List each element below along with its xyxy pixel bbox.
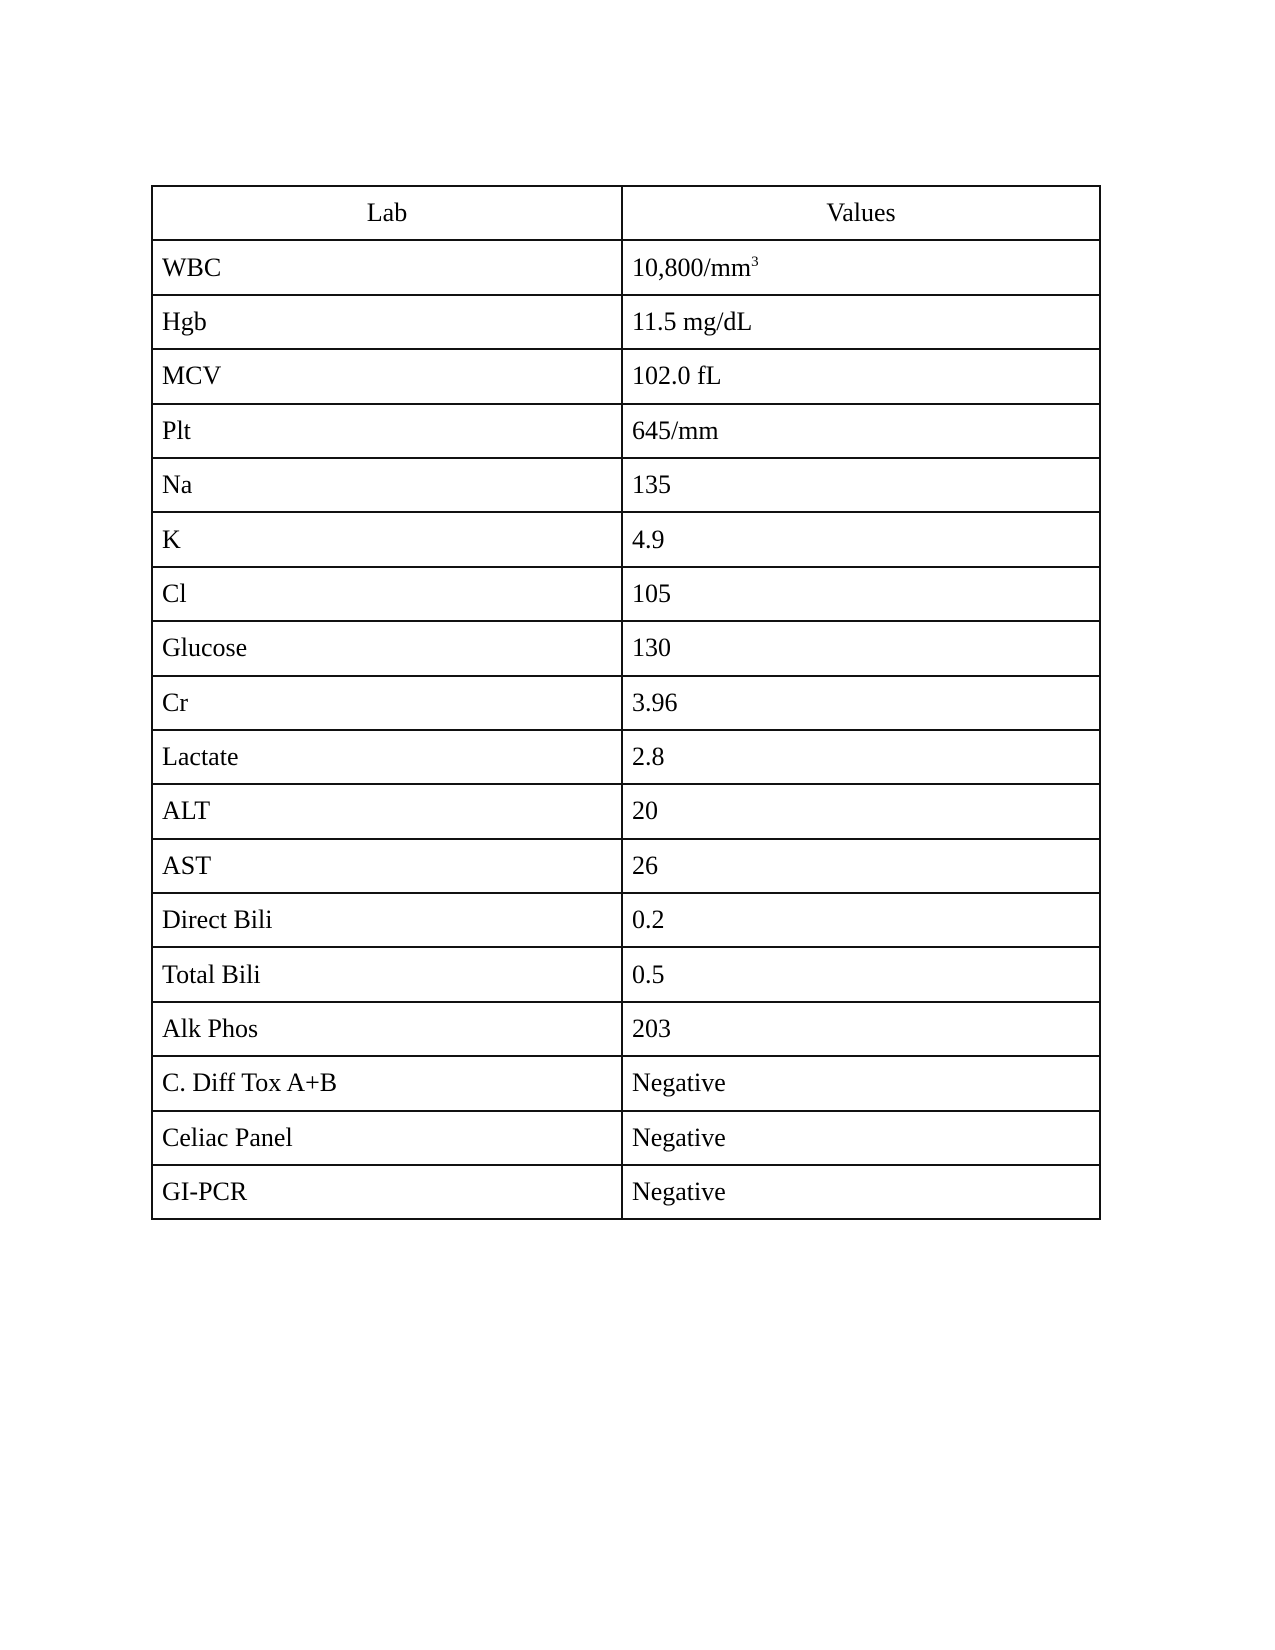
lab-value-text: 11.5 mg/dL <box>631 306 753 336</box>
lab-value-text: 0.5 <box>631 959 665 989</box>
lab-value-cell <box>622 1111 1100 1165</box>
table-row <box>152 240 1100 294</box>
lab-name-cell: Glucose <box>152 621 622 675</box>
column-header-lab: Lab <box>152 186 622 240</box>
table-row <box>152 893 1100 947</box>
lab-value-cell <box>622 784 1100 838</box>
lab-value-cell <box>622 240 1100 294</box>
lab-value-cell <box>622 349 1100 403</box>
table-row <box>152 1056 1100 1110</box>
lab-name-cell: MCV <box>152 349 622 403</box>
lab-value-text: Negative <box>631 1177 726 1207</box>
lab-value-text: 26 <box>631 850 658 880</box>
lab-value-text: 102.0 fL <box>631 361 722 391</box>
column-header-values: Values <box>622 186 1100 240</box>
lab-value-cell <box>622 567 1100 621</box>
lab-name-cell: Total Bili <box>152 947 622 1001</box>
lab-value-text: 10,800/mm <box>631 252 752 282</box>
lab-name-cell: Lactate <box>152 730 622 784</box>
lab-value-cell <box>622 1056 1100 1110</box>
table-row <box>152 567 1100 621</box>
lab-value-cell <box>622 1002 1100 1056</box>
lab-value-text: 20 <box>631 796 658 826</box>
superscript-exponent: 3 <box>751 253 759 270</box>
table-row <box>152 404 1100 458</box>
lab-name-cell: C. Diff Tox A+B <box>152 1056 622 1110</box>
lab-values-table <box>151 185 1101 1220</box>
table-row <box>152 458 1100 512</box>
lab-value-cell <box>622 1165 1100 1219</box>
lab-name-cell: Cr <box>152 676 622 730</box>
lab-name-cell: K <box>152 512 622 566</box>
lab-value-text: 203 <box>631 1014 671 1044</box>
table-row <box>152 512 1100 566</box>
table-row <box>152 1165 1100 1219</box>
lab-value-cell <box>622 676 1100 730</box>
lab-value-cell <box>622 839 1100 893</box>
lab-value-text: Negative <box>631 1068 726 1098</box>
lab-value-cell <box>622 458 1100 512</box>
lab-name-cell: WBC <box>152 240 622 294</box>
lab-value-cell <box>622 893 1100 947</box>
table-row <box>152 784 1100 838</box>
lab-name-cell: Cl <box>152 567 622 621</box>
lab-name-cell: Hgb <box>152 295 622 349</box>
table-row <box>152 349 1100 403</box>
table-row <box>152 839 1100 893</box>
table-row <box>152 676 1100 730</box>
lab-value-cell <box>622 295 1100 349</box>
lab-name-cell: Alk Phos <box>152 1002 622 1056</box>
lab-value-cell <box>622 947 1100 1001</box>
table-header-row <box>152 186 1100 240</box>
lab-name-cell: Plt <box>152 404 622 458</box>
lab-value-text: 0.2 <box>631 905 665 935</box>
lab-value-text: 645/mm <box>631 415 719 445</box>
lab-name-cell: ALT <box>152 784 622 838</box>
table-row <box>152 295 1100 349</box>
lab-name-cell: Na <box>152 458 622 512</box>
lab-value-cell <box>622 730 1100 784</box>
table-row <box>152 730 1100 784</box>
lab-name-cell: Direct Bili <box>152 893 622 947</box>
lab-value-text: Negative <box>631 1122 726 1152</box>
table-row <box>152 1111 1100 1165</box>
table-row <box>152 621 1100 675</box>
lab-value-text: 105 <box>631 578 671 608</box>
lab-value-cell <box>622 621 1100 675</box>
lab-value-text: 2.8 <box>631 742 665 772</box>
lab-value-text: 130 <box>631 633 671 663</box>
lab-value-text: 4.9 <box>631 524 665 554</box>
table-row <box>152 947 1100 1001</box>
lab-name-cell: AST <box>152 839 622 893</box>
lab-value-text: 3.96 <box>631 687 678 717</box>
lab-value-cell <box>622 404 1100 458</box>
lab-name-cell: GI-PCR <box>152 1165 622 1219</box>
lab-value-text: 135 <box>631 470 671 500</box>
lab-value-cell <box>622 512 1100 566</box>
lab-name-cell: Celiac Panel <box>152 1111 622 1165</box>
table-row <box>152 1002 1100 1056</box>
